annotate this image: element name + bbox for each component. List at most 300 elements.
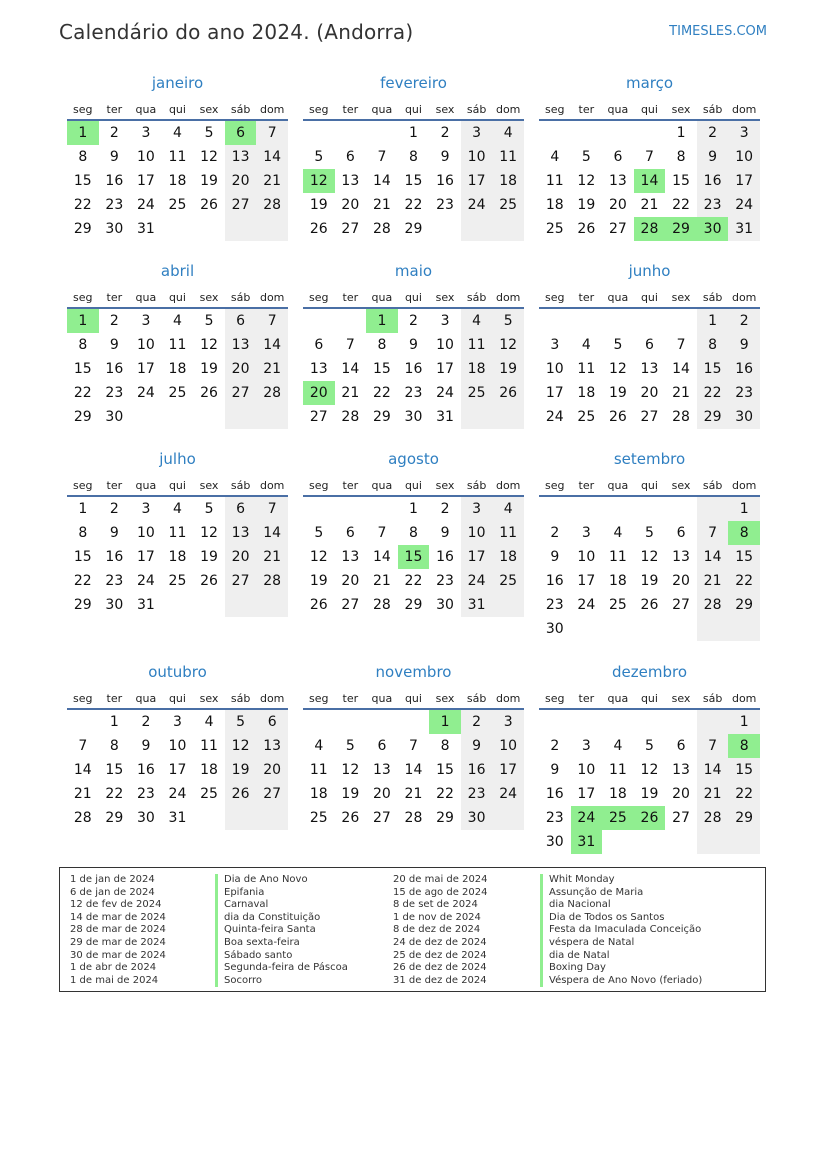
day-cell: 19 (640, 573, 659, 589)
day-cell: 5 (345, 738, 355, 754)
month-title: fevereiro (380, 74, 447, 92)
empty-cell (728, 617, 760, 641)
day-cell: 3 (550, 337, 560, 353)
month-title: maio (394, 262, 433, 280)
weekday-header: qui (634, 99, 666, 120)
holiday-name: Festa da Imaculada Conceição (540, 924, 767, 937)
weekday-header: sáb (225, 688, 257, 709)
month-title: abril (160, 262, 195, 280)
day-cell: 21 (256, 357, 288, 381)
day-cell: 14 (672, 361, 690, 377)
weekday-header: sex (665, 99, 697, 120)
weekday-header: dom (256, 475, 288, 496)
day-cell: 11 (168, 525, 187, 541)
day-cell: 4 (492, 120, 524, 145)
month-title: dezembro (612, 663, 687, 681)
day-cell: 6 (256, 709, 288, 734)
day-cell: 25 (608, 597, 627, 613)
weekday-header: qui (398, 99, 430, 120)
empty-cell (602, 120, 634, 145)
empty-cell (303, 308, 335, 333)
day-cell: 9 (550, 549, 560, 565)
day-cell: 12 (608, 361, 627, 377)
month-outubro (67, 662, 288, 830)
empty-cell (492, 217, 524, 241)
weekday-header: qua (366, 688, 398, 709)
day-cell: 18 (492, 545, 524, 569)
day-cell: 17 (728, 169, 760, 193)
day-cell: 8 (728, 734, 760, 758)
day-cell: 27 (640, 409, 659, 425)
day-cell: 28 (372, 597, 391, 613)
day-cell: 26 (200, 197, 218, 213)
day-cell: 2 (440, 125, 450, 141)
holiday-names-col-1 (215, 874, 393, 991)
day-cell: 19 (309, 197, 328, 213)
day-cell: 19 (309, 573, 328, 589)
empty-cell (697, 617, 729, 641)
weekday-header: ter (335, 688, 367, 709)
holiday-name: Carnaval (215, 899, 393, 912)
day-cell: 8 (697, 333, 729, 357)
day-cell: 20 (672, 573, 690, 589)
month-title: julho (159, 450, 196, 468)
day-cell: 18 (608, 786, 627, 802)
day-cell: 21 (73, 786, 92, 802)
empty-cell (256, 405, 288, 429)
day-cell: 14 (341, 361, 360, 377)
weekday-header: ter (571, 99, 603, 120)
day-cell: 7 (256, 308, 288, 333)
empty-cell (539, 120, 571, 145)
holiday-date: 1 de abr de 2024 (70, 962, 157, 974)
empty-cell (335, 120, 367, 145)
day-cell: 1 (409, 501, 418, 517)
day-cell: 6 (645, 337, 654, 353)
day-cell: 7 (256, 120, 288, 145)
holiday-dates-col-2 (393, 874, 540, 991)
day-cell: 6 (225, 308, 257, 333)
day-cell: 28 (341, 409, 360, 425)
day-cell: 27 (225, 569, 257, 593)
day-cell: 24 (461, 193, 493, 217)
holiday-name: Boa sexta-feira (215, 937, 393, 950)
day-cell: 27 (309, 409, 328, 425)
empty-cell (303, 709, 335, 734)
weekday-header: dom (492, 99, 524, 120)
weekday-header: sáb (697, 688, 729, 709)
day-cell: 13 (672, 762, 690, 778)
day-cell: 18 (309, 786, 328, 802)
day-cell: 13 (672, 549, 690, 565)
weekday-header: qua (366, 99, 398, 120)
day-cell: 20 (225, 357, 257, 381)
day-cell: 14 (256, 333, 288, 357)
holiday-name: Epifania (215, 887, 393, 900)
day-cell: 10 (492, 734, 524, 758)
holiday-date: 29 de mar de 2024 (70, 936, 166, 948)
empty-cell (303, 120, 335, 145)
day-cell: 23 (404, 385, 423, 401)
day-cell: 29 (73, 221, 92, 237)
day-cell: 11 (545, 173, 564, 189)
empty-cell (665, 308, 697, 333)
holiday-list (59, 867, 766, 992)
weekday-header: qua (602, 99, 634, 120)
day-cell: 21 (256, 169, 288, 193)
weekday-header: sáb (225, 475, 257, 496)
day-cell: 29 (697, 405, 729, 429)
day-cell: 13 (256, 734, 288, 758)
empty-cell (67, 709, 99, 734)
day-cell: 29 (105, 810, 124, 826)
empty-cell (602, 617, 634, 641)
day-cell: 24 (577, 597, 596, 613)
holiday-date: 1 de nov de 2024 (393, 911, 481, 923)
day-cell: 16 (436, 549, 454, 565)
day-cell: 31 (168, 810, 187, 826)
day-cell: 6 (225, 496, 257, 521)
day-cell: 28 (256, 193, 288, 217)
day-cell: 5 (581, 149, 591, 165)
weekday-header: sáb (461, 688, 493, 709)
day-cell: 3 (141, 125, 151, 141)
weekday-header: ter (571, 688, 603, 709)
day-cell: 11 (200, 738, 218, 754)
day-cell: 1 (366, 308, 398, 333)
day-cell: 28 (672, 409, 690, 425)
day-cell: 28 (634, 217, 666, 241)
weekday-header: seg (303, 688, 335, 709)
day-cell: 16 (436, 173, 454, 189)
day-cell: 15 (728, 545, 760, 569)
day-cell: 16 (545, 573, 564, 589)
weekday-header: seg (303, 99, 335, 120)
day-cell: 22 (73, 197, 92, 213)
day-cell: 8 (728, 521, 760, 545)
day-cell: 3 (440, 313, 450, 329)
day-cell: 9 (461, 734, 493, 758)
day-cell: 6 (225, 120, 257, 145)
day-cell: 29 (73, 409, 92, 425)
holiday-date: 14 de mar de 2024 (70, 911, 166, 923)
holiday-name: Whit Monday (540, 874, 767, 887)
day-cell: 11 (168, 337, 187, 353)
empty-cell (697, 709, 729, 734)
day-cell: 26 (492, 381, 524, 405)
day-cell: 20 (225, 169, 257, 193)
day-cell: 7 (697, 521, 729, 545)
day-cell: 4 (461, 308, 493, 333)
day-cell: 6 (676, 738, 686, 754)
day-cell: 26 (200, 573, 218, 589)
day-cell: 6 (314, 337, 324, 353)
day-cell: 21 (697, 569, 729, 593)
empty-cell (634, 709, 666, 734)
empty-cell (335, 308, 367, 333)
month-janeiro (67, 73, 288, 241)
month-table (539, 99, 760, 241)
holiday-date: 24 de dez de 2024 (393, 936, 487, 948)
day-cell: 11 (461, 333, 493, 357)
weekday-header: dom (492, 688, 524, 709)
day-cell: 13 (225, 521, 257, 545)
day-cell: 1 (78, 501, 88, 517)
day-cell: 21 (697, 782, 729, 806)
empty-cell (492, 806, 524, 830)
empty-cell (492, 405, 524, 429)
weekday-header: dom (728, 688, 760, 709)
month-julho (67, 449, 288, 617)
day-cell: 7 (377, 149, 387, 165)
day-cell: 24 (136, 385, 155, 401)
day-cell: 9 (109, 525, 119, 541)
day-cell: 11 (168, 149, 187, 165)
empty-cell (335, 496, 367, 521)
day-cell: 5 (314, 149, 324, 165)
day-cell: 4 (492, 496, 524, 521)
day-cell: 3 (461, 120, 493, 145)
day-cell: 1 (728, 496, 760, 521)
weekday-header: seg (67, 688, 99, 709)
day-cell: 15 (73, 361, 92, 377)
day-cell: 9 (728, 333, 760, 357)
day-cell: 12 (309, 549, 328, 565)
holiday-name: Dia de Ano Novo (215, 874, 393, 887)
day-cell: 31 (136, 597, 155, 613)
day-cell: 13 (341, 173, 360, 189)
day-cell: 23 (105, 197, 124, 213)
day-cell: 29 (665, 217, 697, 241)
day-cell: 8 (78, 337, 88, 353)
month-abril (67, 261, 288, 429)
weekday-header: qui (634, 688, 666, 709)
day-cell: 16 (404, 361, 423, 377)
empty-cell (225, 593, 257, 617)
day-cell: 25 (168, 385, 187, 401)
day-cell: 11 (608, 762, 627, 778)
day-cell: 21 (672, 385, 690, 401)
holiday-name: Assunção de Maria (540, 887, 767, 900)
holiday-name: Sábado santo (215, 950, 393, 963)
day-cell: 27 (608, 221, 627, 237)
day-cell: 8 (440, 738, 450, 754)
day-cell: 8 (409, 525, 418, 541)
day-cell: 6 (377, 738, 387, 754)
day-cell: 21 (372, 573, 391, 589)
day-cell: 30 (105, 221, 124, 237)
day-cell: 23 (136, 786, 155, 802)
day-cell: 16 (105, 549, 124, 565)
day-cell: 17 (136, 361, 155, 377)
day-cell: 13 (225, 145, 257, 169)
day-cell: 11 (608, 549, 627, 565)
weekday-header: qua (602, 475, 634, 496)
day-cell: 7 (409, 738, 418, 754)
weekday-header: ter (99, 475, 131, 496)
day-cell: 1 (728, 709, 760, 734)
day-cell: 4 (581, 337, 591, 353)
day-cell: 11 (309, 762, 328, 778)
day-cell: 8 (78, 149, 88, 165)
holiday-name: Véspera de Ano Novo (feriado) (540, 975, 767, 988)
day-cell: 18 (168, 173, 187, 189)
day-cell: 13 (225, 333, 257, 357)
weekday-header: sex (193, 287, 225, 308)
holiday-dates-col-1 (70, 874, 215, 991)
day-cell: 20 (303, 381, 335, 405)
day-cell: 7 (78, 738, 88, 754)
day-cell: 10 (577, 762, 596, 778)
weekday-header: sex (193, 475, 225, 496)
day-cell: 15 (728, 758, 760, 782)
weekday-header: dom (256, 688, 288, 709)
day-cell: 22 (105, 786, 124, 802)
day-cell: 17 (136, 549, 155, 565)
day-cell: 5 (492, 308, 524, 333)
day-cell: 26 (225, 782, 257, 806)
day-cell: 3 (141, 501, 151, 517)
day-cell: 2 (440, 501, 450, 517)
day-cell: 12 (200, 525, 218, 541)
day-cell: 29 (728, 593, 760, 617)
holiday-name: Socorro (215, 975, 393, 988)
day-cell: 10 (728, 145, 760, 169)
empty-cell (130, 405, 162, 429)
day-cell: 1 (429, 709, 461, 734)
month-dezembro (539, 662, 760, 854)
day-cell: 12 (200, 149, 218, 165)
day-cell: 24 (461, 569, 493, 593)
day-cell: 2 (728, 308, 760, 333)
day-cell: 9 (440, 149, 450, 165)
weekday-header: sex (665, 287, 697, 308)
day-cell: 14 (697, 545, 729, 569)
day-cell: 15 (398, 545, 430, 569)
empty-cell (398, 709, 430, 734)
holiday-date: 20 de mai de 2024 (393, 874, 488, 885)
day-cell: 31 (571, 830, 603, 854)
day-cell: 30 (436, 597, 454, 613)
day-cell: 12 (640, 549, 659, 565)
empty-cell (539, 496, 571, 521)
day-cell: 14 (256, 145, 288, 169)
day-cell: 1 (109, 714, 119, 730)
day-cell: 12 (640, 762, 659, 778)
holiday-name: Dia de Todos os Santos (540, 912, 767, 925)
day-cell: 28 (73, 810, 92, 826)
day-cell: 7 (676, 337, 686, 353)
day-cell: 12 (225, 734, 257, 758)
day-cell: 20 (640, 385, 659, 401)
weekday-header: sex (665, 688, 697, 709)
holiday-date: 30 de mar de 2024 (70, 949, 166, 961)
day-cell: 19 (341, 786, 360, 802)
day-cell: 24 (136, 573, 155, 589)
weekday-header: sáb (225, 287, 257, 308)
holiday-name: Segunda-feira de Páscoa (215, 962, 393, 975)
day-cell: 4 (204, 714, 214, 730)
day-cell: 18 (577, 385, 596, 401)
day-cell: 28 (697, 593, 729, 617)
day-cell: 26 (341, 810, 360, 826)
weekday-header: qui (162, 99, 194, 120)
day-cell: 10 (577, 549, 596, 565)
day-cell: 27 (672, 810, 690, 826)
day-cell: 4 (550, 149, 560, 165)
day-cell: 7 (645, 149, 654, 165)
holiday-date: 1 de mai de 2024 (70, 974, 159, 986)
weekday-header: dom (256, 287, 288, 308)
day-cell: 8 (409, 149, 418, 165)
empty-cell (602, 830, 634, 854)
day-cell: 18 (200, 762, 218, 778)
day-cell: 18 (168, 549, 187, 565)
day-cell: 8 (109, 738, 119, 754)
day-cell: 27 (256, 782, 288, 806)
day-cell: 22 (728, 569, 760, 593)
weekday-header: qua (130, 475, 162, 496)
empty-cell (225, 217, 257, 241)
day-cell: 12 (341, 762, 360, 778)
day-cell: 21 (256, 545, 288, 569)
day-cell: 10 (136, 337, 155, 353)
day-cell: 30 (404, 409, 423, 425)
month-table (67, 688, 288, 830)
empty-cell (461, 217, 493, 241)
day-cell: 19 (200, 361, 218, 377)
weekday-header: qua (130, 688, 162, 709)
day-cell: 13 (309, 361, 328, 377)
day-cell: 9 (409, 337, 418, 353)
day-cell: 3 (461, 496, 493, 521)
day-cell: 25 (492, 569, 524, 593)
empty-cell (256, 217, 288, 241)
day-cell: 22 (436, 786, 454, 802)
day-cell: 17 (577, 786, 596, 802)
day-cell: 31 (436, 409, 454, 425)
site-link[interactable]: TIMESLES.COM (669, 24, 767, 39)
holiday-date: 28 de mar de 2024 (70, 924, 166, 936)
empty-cell (162, 405, 194, 429)
day-cell: 12 (492, 333, 524, 357)
day-cell: 8 (676, 149, 686, 165)
weekday-header: sex (429, 287, 461, 308)
day-cell: 15 (436, 762, 454, 778)
empty-cell (461, 405, 493, 429)
weekday-header: sáb (697, 475, 729, 496)
day-cell: 8 (78, 525, 88, 541)
day-cell: 5 (204, 313, 214, 329)
day-cell: 15 (372, 361, 391, 377)
empty-cell (162, 217, 194, 241)
day-cell: 21 (372, 197, 391, 213)
day-cell: 20 (608, 197, 627, 213)
day-cell: 18 (608, 573, 627, 589)
day-cell: 13 (640, 361, 659, 377)
day-cell: 4 (173, 313, 182, 329)
weekday-header: dom (728, 99, 760, 120)
day-cell: 14 (256, 521, 288, 545)
day-cell: 30 (697, 217, 729, 241)
weekday-header: sáb (225, 99, 257, 120)
day-cell: 26 (608, 409, 627, 425)
month-title: junho (628, 262, 671, 280)
weekday-header: dom (728, 287, 760, 308)
day-cell: 12 (303, 169, 335, 193)
weekday-header: ter (571, 475, 603, 496)
day-cell: 6 (345, 525, 355, 541)
